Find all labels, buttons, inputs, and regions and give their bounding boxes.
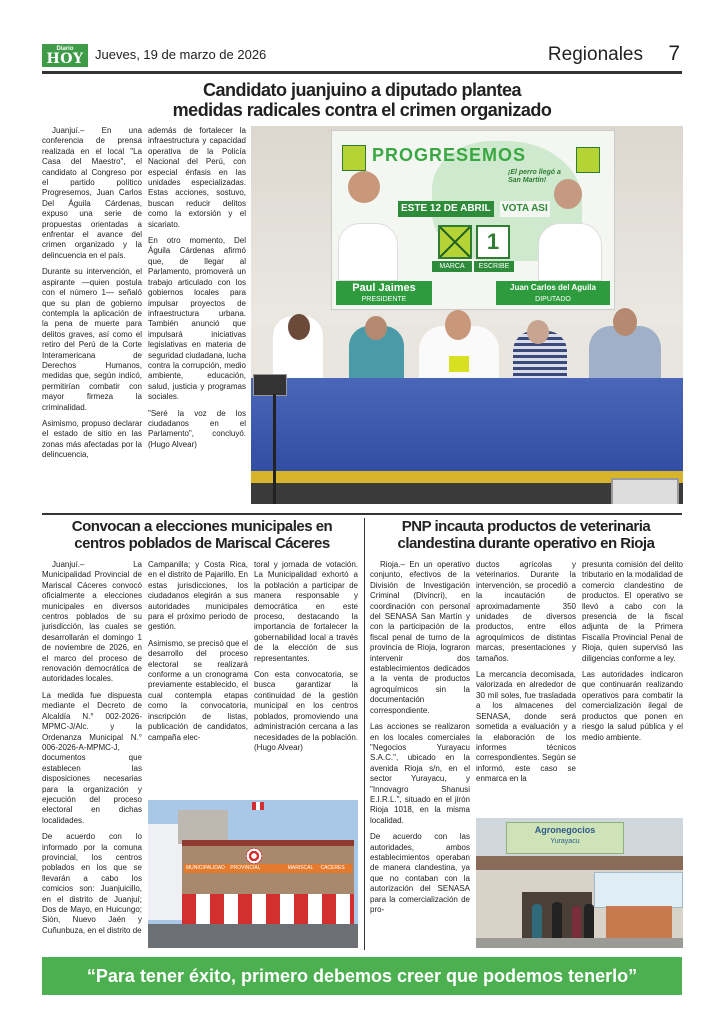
party-logo-icon	[342, 145, 366, 171]
article3-paragraph: La mercancía decomisada, valorizada en alrededor de 30 mil soles, fue trasladada a los almacenes del SENASA, donde será sometida a evaluación y a la elaboración de los informes técnicos correspondientes. Según se informó, este caso se enmarca en la	[476, 670, 576, 784]
article2-column-2	[148, 560, 248, 749]
officer-figure	[584, 904, 594, 938]
person-5-head	[613, 308, 637, 336]
sign-text-1: MUNICIPALIDAD	[186, 865, 225, 871]
logo-big-text: HOY	[46, 51, 84, 67]
person-4-head	[527, 320, 549, 344]
article2-headline-line2: centros poblados de Mariscal Cáceres	[74, 534, 330, 552]
article2-headline	[42, 519, 362, 553]
article3-paragraph: De acuerdo con las autoridades, ambos establecimientos operaban de manera clandestina, ya que no contaban con la autorización del SENASA para la comercialización de pro-	[370, 832, 470, 914]
camera-tripod	[273, 394, 276, 504]
footer-quote: “Para tener éxito, primero debemos creer que podemos tenerlo”	[86, 966, 638, 986]
banner-party-name: PROGRESEMOS	[372, 145, 527, 165]
candidate2-nameplate	[496, 281, 610, 305]
press-conference-photo	[251, 126, 683, 504]
header-rule	[42, 71, 682, 74]
article2-paragraph: Con esta convocatoria, se busca garantizar la continuidad de la gestión municipal en los centros poblados, promoviendo una administración cercana a las necesidades de la población. (Hugo Alvear)	[254, 670, 358, 752]
sign-text-3: MARISCAL	[287, 865, 314, 871]
article3-paragraph: ductos agrícolas y veterinarios. Durante la intervención, se procedió a la incautación de aproximadamente 350 unidades de diversos productos, entre ellos agroquímicos de distintas marcas, presentaciones y tamaños.	[476, 560, 576, 663]
article2-paragraph: Asimismo, se precisó que el desarrollo del proceso electoral se realizará conforme a un cronograma previamente establecido, el cual contempla etapas como la convocatoria, inscripción de listas, publicación de candidatos, campaña elec-	[148, 638, 248, 742]
article2-paragraph: toral y jornada de votación. La Municipalidad exhortó a la población a participar de manera responsable y democrática en este proceso, destacando la importancia de fortalecer la gobernabilidad local a través de la elección de sus representantes.	[254, 560, 358, 663]
article1-paragraph: además de fortalecer la infraestructura y capacidad operativa de la Policía Nacional del Perú, con especial énfasis en las unidades especializadas. Estas acciones, sostuvo, buscan reducir delitos como la extorsión y el sicariato.	[148, 126, 246, 229]
sidewalk	[476, 938, 683, 948]
building-signboard	[184, 864, 352, 873]
cross-mark-icon	[440, 227, 470, 257]
candidate1-role: PRESIDENTE	[361, 296, 407, 303]
brick-wall	[606, 906, 672, 938]
street	[148, 924, 358, 948]
article3-headline-line1: PNP incauta productos de veterinaria	[401, 518, 651, 535]
ballot-escribe-label: ESCRIBE	[474, 261, 514, 272]
article3-paragraph: presunta comisión del delito tributario en la modalidad de comercio clandestino de productos. El operativo se llevó a cabo con la presencia de la fiscal adjunta de la Primera Fiscalía Provincial Penal de Rioja, quien supervisó las diligencias conforme a ley.	[582, 560, 683, 663]
candidate2-name: Juan Carlos del Aguila	[510, 283, 596, 292]
article1-paragraph: En otro momento, Del Águila Cárdenas afirmó que, de llegar al Parlamento, promoverá un trabajo articulado con los gobiernos locales para impulsar proyectos de infraestructura urbana. También anunció que impulsará iniciativas legislativas en materia de seguridad ciudadana, lucha contra la corrupción, medio ambiente, educación, salud, justicia y programas sociales.	[148, 236, 246, 402]
article1-headline	[42, 80, 682, 120]
store-sign-subtext: Yurayacu	[550, 838, 580, 845]
candidate1-head	[348, 171, 380, 203]
article1-headline-line2: medidas radicales contra el crimen organizado	[172, 100, 552, 121]
article3-column-3	[582, 560, 683, 749]
sign-text-4: CACERES	[320, 865, 345, 871]
article2-column-1	[42, 560, 142, 942]
section-title: Regionales	[547, 44, 643, 65]
party-logo-icon	[576, 147, 600, 173]
ballot-number-box: 1	[476, 225, 510, 259]
candidate2-body	[538, 223, 602, 281]
agronegocios-store-photo	[476, 818, 683, 948]
officer-figure	[552, 902, 562, 938]
article1-headline-line1: Candidato juanjuino a diputado plantea	[203, 80, 521, 100]
article2-paragraph: Campanilla; y Costa Rica, en el distrito de Pajarillo. En estas jurisdicciones, los ciudadanos elegirán a sus autoridades municipales para el próximo periodo de gestión.	[148, 560, 248, 632]
article1-paragraph: Asimismo, propuso declarar el estado de sitio en las zonas más afectadas por la delincuencia,	[42, 418, 142, 460]
campaign-banner	[331, 130, 615, 310]
person-3-head	[445, 310, 471, 340]
red-white-drapes	[182, 894, 354, 924]
article1-paragraph: Juanjuí.– En una conferencia de prensa realizada en el local "La Casa del Maestro", el candidato al Congreso por el partido político Progresemos, Juan Carlos Del Águila Cárdenas, expuso una serie de propuestas orientadas a enfrentar el avance del crimen organizado y la delincuencia en el país.	[42, 126, 142, 260]
article1-column-2	[148, 126, 246, 456]
person-1-head	[288, 314, 310, 340]
article1-column-1	[42, 126, 142, 467]
banner-slogan: ¡El perro llegó a San Martín!	[508, 169, 561, 184]
article3-paragraph: Las acciones se realizaron en los locales comerciales "Negocios Yurayacu S.A.C.", ubicado en la avenida Rioja s/n, en el sector Yurayacu, y "Innovagro Shanusi E.I.R.L.", situado en el jirón Rioja 1018, en la misma localidad.	[370, 722, 470, 825]
ballot-marca-label: MARCA	[432, 261, 472, 272]
store-sign-text: Agronegocios	[534, 825, 596, 835]
article3-headline-line2: clandestina durante operativo en Rioja	[397, 534, 655, 552]
column-divider	[364, 518, 365, 950]
article3-column-1	[370, 560, 470, 921]
section-divider	[42, 513, 682, 515]
store-banner	[594, 872, 683, 908]
candidate1-nameplate	[336, 281, 432, 305]
diario-hoy-logo	[42, 44, 88, 67]
ballot-mark-box	[438, 225, 472, 259]
article3-paragraph: Rioja.– En un operativo conjunto, efectivos de la División de Investigación Criminal (Divincri), en coordinación con personal del SENASA San Martín y con la participación de la fiscal penal de turno de la provincia de Rioja, lograron intervenir dos establecimientos dedicados a la venta de productos agroquímicos sin la documentación correspondiente.	[370, 560, 470, 715]
sign-text-2: PROVINCIAL	[230, 865, 261, 871]
article1-paragraph: "Seré la voz de los ciudadanos en el Parlamento", concluyó. (Hugo Alvear)	[148, 408, 246, 449]
cockade-emblem-icon	[246, 848, 262, 864]
officer-figure	[532, 904, 542, 938]
article1-paragraph: Durante su intervención, el aspirante —quien postula con el número 1— señaló que su plan de gobierno contempla la aplicación de la pena de muerte para delitos graves, así como el retiro del Perú de la Corte Interamericana de Derechos Humanos, medidas que, según indicó, permitirían combatir con mayor firmeza la criminalidad.	[42, 267, 142, 412]
banner-vote-text: VOTA ASI	[500, 201, 550, 217]
candidate1-name: Paul Jaimes	[352, 282, 416, 294]
article3-column-2	[476, 560, 576, 791]
person-2-head	[365, 316, 387, 340]
article2-paragraph: La medida fue dispuesta mediante el Decreto de Alcaldía N.° 002-2026-MPMC-J/Alc. y la Ordenanza Municipal N.° 006-2026-A-MPMC-J, documentos que establecen las disposiciones necesarias para la organización y ejecución del proceso electoral en dichas localidades.	[42, 690, 142, 825]
banner-vote-date: ESTE 12 DE ABRIL	[398, 201, 494, 217]
article3-headline	[368, 519, 684, 553]
footer-quote-banner	[42, 957, 682, 995]
candidate1-body	[338, 223, 398, 281]
issue-date: Jueves, 19 de marzo de 2026	[95, 47, 267, 62]
phone-recording-icon	[611, 478, 679, 504]
page-number: 7	[668, 42, 680, 65]
article2-headline-line1: Convocan a elecciones municipales en	[71, 518, 333, 535]
store-rooftop-sign	[506, 822, 624, 854]
store-awning	[476, 856, 683, 870]
article2-paragraph: De acuerdo con lo informado por la comuna provincial, los centros poblados en los que se llevarán a cabo los comicios son: Juanjuicillo, en el distrito de Juanjuí; Dos de Mayo, en Huicungo; Sión, Nuevo Jaén y Cuñunbuza, en el distrito de	[42, 832, 142, 935]
article2-paragraph: Juanjuí.– La Municipalidad Provincial de Mariscal Cáceres convocó oficialmente a elecciones municipales en diversos centros poblados de su jurisdicción, las cuales se desarrollarán el domingo 1 de noviembre de 2026, en el marco del proceso de renovación democrática de autoridades locales.	[42, 560, 142, 684]
article2-column-3	[254, 560, 358, 759]
municipality-building-photo	[148, 800, 358, 948]
peru-flag-icon	[252, 802, 264, 810]
rooftop-structure	[178, 810, 228, 844]
person-figure	[572, 906, 581, 938]
candidate2-role: DIPUTADO	[535, 296, 571, 303]
party-shirt-logo	[449, 356, 469, 372]
logo-small-text: Diario	[56, 46, 74, 52]
camera-icon	[253, 374, 287, 396]
article3-paragraph: Las autoridades indicaron que continuarán realizando operativos para combatir la comercialización ilegal de productos que ponen en riesgo la salud pública y el medio ambiente.	[582, 670, 683, 742]
